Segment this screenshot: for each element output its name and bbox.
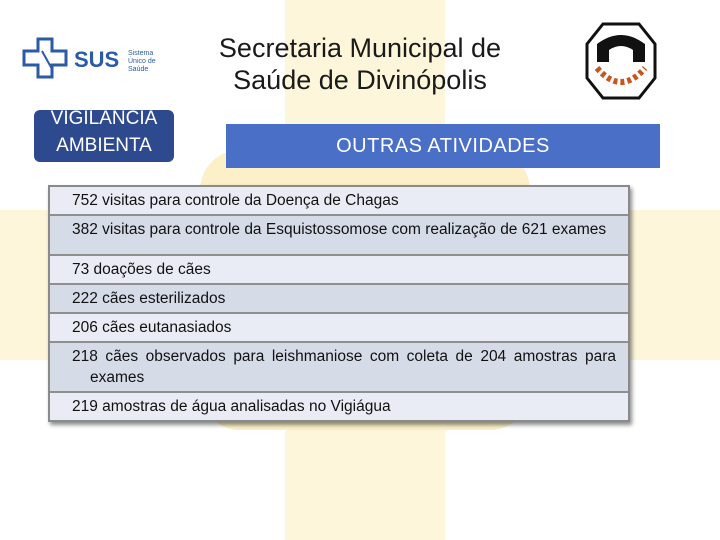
list-item: 219 amostras de água analisadas no Vigiágua [72, 398, 391, 415]
municipal-emblem-icon [585, 22, 657, 100]
page-title [175, 32, 545, 96]
list-item: 218 cães observados para leishmaniose com coleta de 204 amostras para exames [50, 343, 628, 393]
sus-logo [22, 35, 162, 87]
banner-outras-atividades [226, 124, 660, 168]
sus-logo-subtitle: Sistema Único de Saúde [128, 50, 156, 73]
sus-cross-icon [22, 35, 70, 87]
activity-list [48, 185, 630, 422]
list-item: 206 cães eutanasiados [50, 314, 628, 343]
list-item: 73 doações de cães [50, 256, 628, 285]
title-line-2: Saúde de Divinópolis [233, 65, 487, 95]
title-line-1: Secretaria Municipal de [218, 33, 502, 63]
list-item: 382 visitas para controle da Esquistossomose com realização de 621 exames [50, 216, 628, 256]
list-item: 752 visitas para controle da Doença de Chagas [50, 187, 628, 216]
list-item: 222 cães esterilizados [50, 285, 628, 314]
banner-text: OUTRAS ATIVIDADES [336, 134, 550, 157]
section-label: VIGILÂNCIA AMBIENTA L [50, 108, 158, 183]
sus-logo-text: SUS [74, 47, 120, 72]
section-label-box [34, 108, 174, 183]
